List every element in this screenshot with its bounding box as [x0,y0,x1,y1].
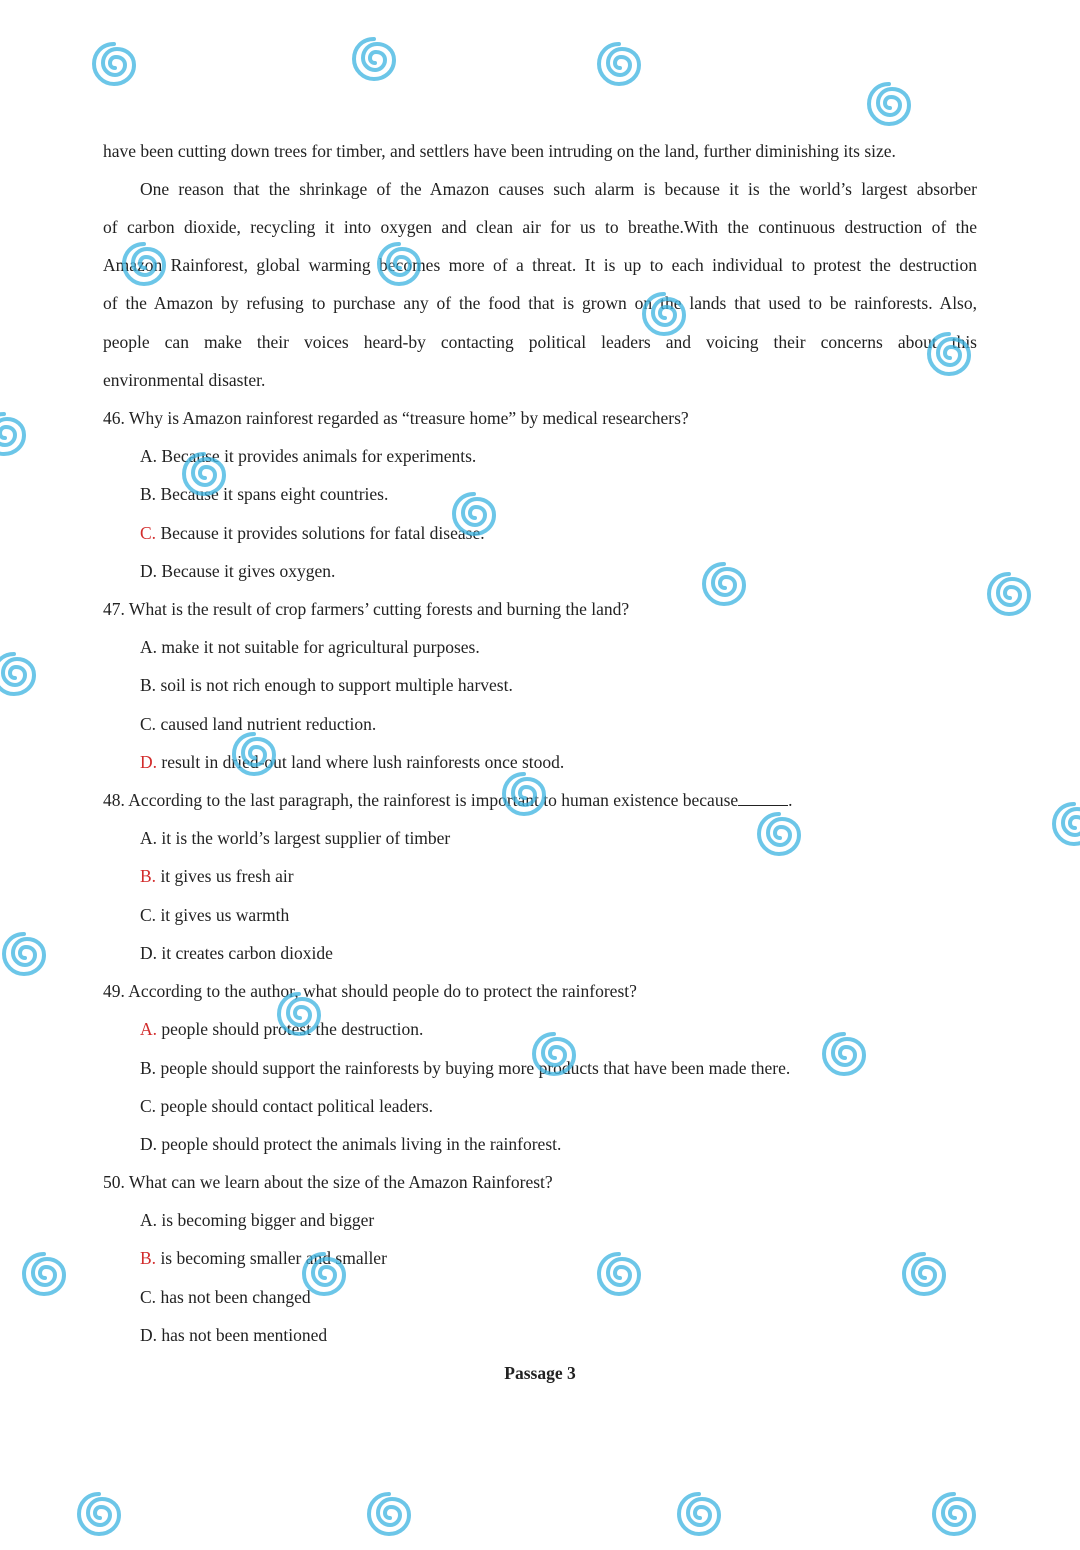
option-letter-correct: A. [140,1019,158,1039]
option-text: soil is not rich enough to support multiple harvest. [160,675,513,695]
option-text: has not been changed [160,1287,311,1307]
question-stem: 50. What can we learn about the size of the Amazon Rainforest? [103,1172,553,1192]
option-item [140,635,1014,659]
swirl-logo-icon [865,80,913,128]
watermark-logo [0,380,100,470]
option-item [140,673,1014,697]
option-item [140,1056,1014,1080]
option-item [140,559,1014,583]
option-item [140,1017,1014,1041]
option-letter: D. [140,561,158,581]
option-text: is becoming bigger and bigger [161,1210,375,1230]
option-item [140,521,1014,545]
watermark-logo [0,900,120,990]
option-letter: A. [140,446,158,466]
swirl-logo-icon [350,35,398,83]
swirl-logo-icon [0,410,28,458]
option-item [140,750,1014,774]
option-text: people should protect the animals living in the rainforest. [161,1134,562,1154]
option-letter: D. [140,1134,158,1154]
option-letter: C. [140,1096,157,1116]
option-letter: D. [140,943,158,963]
option-text: caused land nutrient reduction. [160,714,377,734]
watermark-logo [985,540,1080,630]
option-letter: C. [140,905,157,925]
option-letter: A. [140,637,158,657]
option-letter: B. [140,484,157,504]
question-stem-text: 48. According to the last paragraph, the rainforest is important to human existence because [103,790,739,810]
option-letter-correct: B. [140,866,157,886]
option-letter: C. [140,1287,157,1307]
option-item [140,1285,1014,1309]
option-text: Because it gives oxygen. [161,561,336,581]
option-letter: B. [140,675,157,695]
option-letter-correct: D. [140,752,158,772]
option-text: people should protest the destruction. [161,1019,424,1039]
watermark-logo [20,1220,140,1310]
swirl-logo-icon [0,650,38,698]
swirl-logo-icon [930,1490,978,1538]
watermark-logo [365,1460,485,1550]
watermark-logo [675,1460,795,1550]
option-text: people should support the rainforests by buying more products that have been made there. [160,1058,791,1078]
question-stem [103,788,977,812]
watermark-logo [0,620,110,710]
option-item [140,903,1014,927]
option-letter: A. [140,828,158,848]
paragraph-line: of carbon dioxide, recycling it into oxygen and clean air for us to breathe.With the continuous destruction of the [103,217,977,237]
option-item [140,1208,1014,1232]
option-item [140,712,1014,736]
option-item [140,826,1014,850]
swirl-logo-icon [675,1490,723,1538]
watermark-logo [90,10,210,100]
answer-blank [738,791,788,806]
option-letter-correct: C. [140,523,157,543]
option-text: Because it provides solutions for fatal disease. [160,523,485,543]
option-text: make it not suitable for agricultural purposes. [161,637,480,657]
option-letter: B. [140,1058,157,1078]
question-stem: 47. What is the result of crop farmers’ cutting forests and burning the land? [103,599,630,619]
paragraph-line: have been cutting down trees for timber, and settlers have been intruding on the land, further diminishing its size. [103,141,896,161]
paragraph-line: people can make their voices heard-by contacting political leaders and voicing their concerns about this [103,332,977,352]
option-text: people should contact political leaders. [160,1096,434,1116]
option-item [140,444,1014,468]
option-letter: A. [140,1210,158,1230]
watermark-logo [595,10,715,100]
option-item [140,1132,1014,1156]
swirl-logo-icon [20,1250,68,1298]
option-text: it gives us warmth [160,905,290,925]
swirl-logo-icon [0,930,48,978]
watermark-logo [1050,770,1080,860]
paragraph-line: Amazon Rainforest, global warming becomes more of a threat. It is up to each individual to protest the destruction [103,255,977,275]
paragraph-line: environmental disaster. [103,370,266,390]
question-stem: 46. Why is Amazon rainforest regarded as “treasure home” by medical researchers? [103,408,689,428]
option-item [140,1246,1014,1270]
question-stem: 49. According to the author, what should people do to protect the rainforest? [103,981,637,1001]
swirl-logo-icon [365,1490,413,1538]
swirl-logo-icon [1050,800,1080,848]
paragraph-line: One reason that the shrinkage of the Amazon causes such alarm is because it is the world’s largest absorber [140,179,977,199]
option-text: it creates carbon dioxide [161,943,333,963]
option-item [140,1094,1014,1118]
option-text: it is the world’s largest supplier of timber [161,828,451,848]
option-text: has not been mentioned [161,1325,328,1345]
option-text: is becoming smaller and smaller [160,1248,387,1268]
option-item [140,482,1014,506]
option-text: Because it provides animals for experiments. [161,446,477,466]
swirl-logo-icon [90,40,138,88]
watermark-logo [350,5,470,95]
option-letter-correct: B. [140,1248,157,1268]
swirl-logo-icon [595,40,643,88]
swirl-logo-icon [75,1490,123,1538]
option-item [140,1323,1014,1347]
option-text: Because it spans eight countries. [160,484,389,504]
watermark-logo [930,1460,1050,1550]
paragraph-line: of the Amazon by refusing to purchase any of the food that is grown on the lands that used to be rainforests. Also, [103,293,977,313]
option-letter: C. [140,714,157,734]
question-stem-end: . [788,790,793,810]
option-letter: D. [140,1325,158,1345]
option-item [140,941,1014,965]
watermark-logo [75,1460,195,1550]
option-text: result in dried-out land where lush rainforests once stood. [161,752,565,772]
option-text: it gives us fresh air [160,866,294,886]
passage-title: Passage 3 [504,1363,576,1383]
watermark-logo [865,50,985,140]
option-item [140,864,1014,888]
